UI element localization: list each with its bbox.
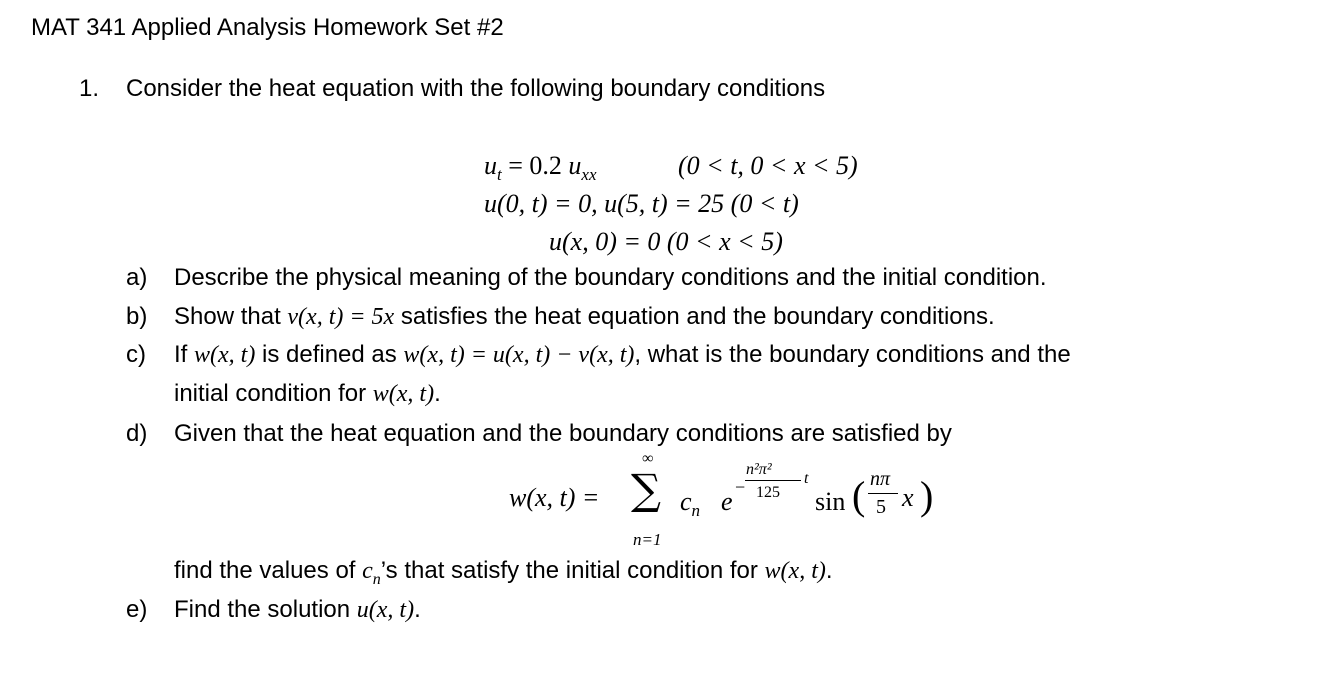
part-d-follow-end: . <box>825 557 833 584</box>
pde-lhs-sub: t <box>497 165 502 184</box>
arg-x: x <box>902 483 914 512</box>
part-a-text: Describe the physical meaning of the boundary conditions and the initial condition. <box>174 264 1047 291</box>
part-d-follow-post: ’s that satisfy the initial condition for <box>380 557 765 584</box>
boundary-conditions: u(0, t) = 0, u(5, t) = 25 (0 < t) <box>484 189 799 218</box>
part-e-text <box>174 596 421 624</box>
part-e-pre: Find the solution <box>174 596 357 623</box>
exp-fraction-bar <box>745 480 801 481</box>
part-c-label: c) <box>126 341 146 368</box>
part-c-math1: w(x, t) <box>194 342 256 368</box>
exp-numerator: n²π² <box>746 461 772 478</box>
part-d-follow-pre: find the values of <box>174 557 363 584</box>
initial-condition: u(x, 0) = 0 (0 < x < 5) <box>549 227 783 256</box>
problem-intro: Consider the heat equation with the following boundary conditions <box>126 75 826 102</box>
page-title: MAT 341 Applied Analysis Homework Set #2 <box>31 14 504 41</box>
part-d-follow-sub: n <box>372 571 381 588</box>
part-c-line2-post: . <box>434 380 441 407</box>
sum-upper-limit: ∞ <box>642 450 654 467</box>
part-c-line2 <box>174 380 441 408</box>
pde-rhs: u <box>568 151 582 180</box>
part-b-math: v(x, t) = 5x <box>287 304 395 330</box>
part-d-followup <box>174 557 833 588</box>
series-coefficient <box>680 487 700 520</box>
exp-base: e <box>721 487 733 516</box>
part-c-pre: If <box>174 341 195 368</box>
exp-minus: − <box>735 477 746 497</box>
exp-denominator: 125 <box>756 484 780 501</box>
part-d-label: d) <box>126 420 148 447</box>
coef-sub: n <box>691 501 701 520</box>
part-c-mid: is defined as <box>255 341 404 368</box>
part-d-follow-c: c <box>362 558 373 584</box>
left-paren: ( <box>852 473 866 518</box>
coef-c: c <box>680 487 692 516</box>
right-paren: ) <box>920 473 934 518</box>
part-b-post: satisfies the heat equation and the boundary conditions. <box>394 303 995 330</box>
part-c-text <box>174 341 1071 369</box>
part-b-label: b) <box>126 303 148 330</box>
pde-rhs-sub: xx <box>581 165 597 184</box>
part-d-follow-math2: w(x, t) <box>764 558 826 584</box>
pde-domain: (0 < t, 0 < x < 5) <box>678 151 858 180</box>
part-e-post: . <box>414 596 421 623</box>
part-c-post: , what is the boundary conditions and the <box>634 341 1071 368</box>
part-e-math: u(x, t) <box>356 597 415 623</box>
part-a-label: a) <box>126 264 148 291</box>
part-b-pre: Show that <box>174 303 288 330</box>
part-b-text <box>174 303 995 331</box>
part-e-label: e) <box>126 596 148 623</box>
part-c-line2-math: w(x, t) <box>372 381 435 407</box>
series-lhs: w(x, t) = <box>509 483 600 512</box>
sum-lower-limit: n=1 <box>633 530 662 549</box>
sin-function: sin <box>815 487 846 516</box>
pde-equation <box>484 151 597 184</box>
pde-lhs: u <box>484 151 497 180</box>
part-c-line2-pre: initial condition for <box>174 380 373 407</box>
sum-symbol: ∑ <box>631 465 661 514</box>
arg-numerator: nπ <box>870 468 891 490</box>
problem-number: 1. <box>79 75 100 102</box>
part-c-math2: w(x, t) = u(x, t) − v(x, t) <box>403 342 635 368</box>
arg-denominator: 5 <box>876 496 886 518</box>
exp-t: t <box>804 470 809 487</box>
arg-fraction-bar <box>868 493 898 494</box>
pde-equals: = 0.2 <box>508 151 569 180</box>
part-d-text: Given that the heat equation and the boundary conditions are satisfied by <box>174 420 952 447</box>
